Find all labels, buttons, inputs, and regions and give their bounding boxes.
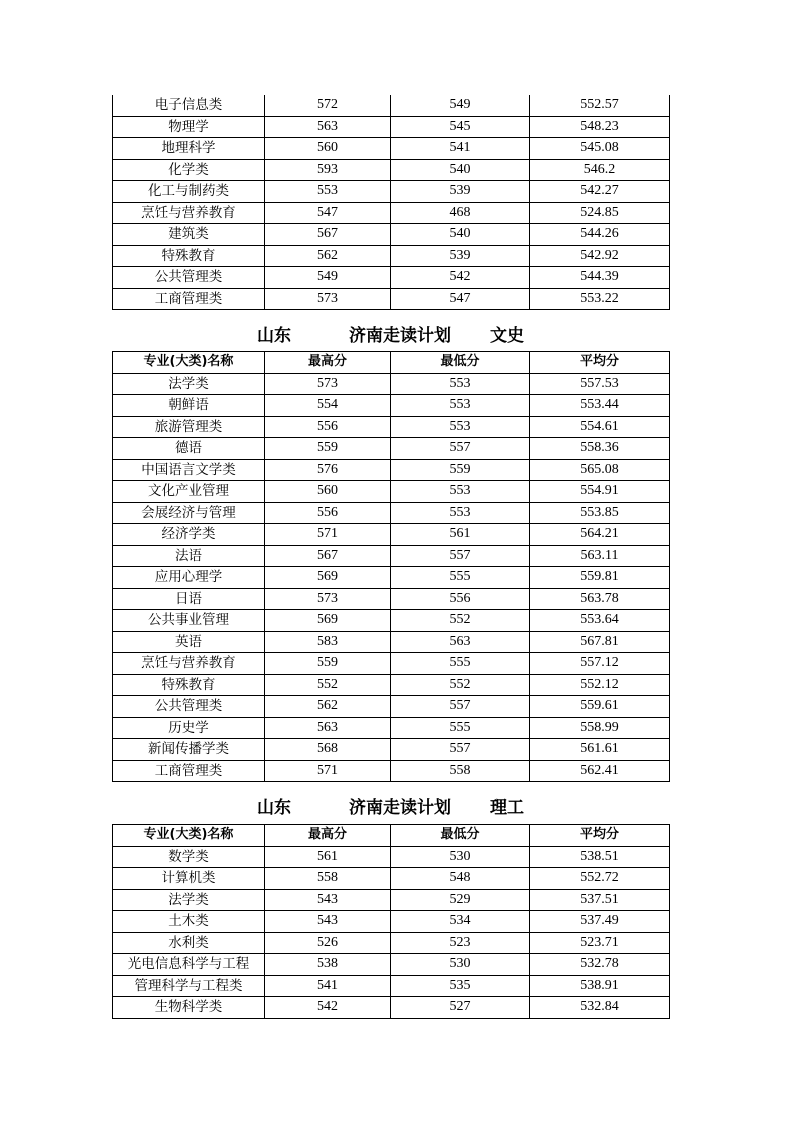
min-score-cell: 539: [391, 245, 530, 267]
avg-score-cell: 553.64: [530, 610, 670, 632]
major-cell: 特殊教育: [113, 245, 265, 267]
major-cell: 法学类: [113, 889, 265, 911]
avg-score-cell: 553.85: [530, 502, 670, 524]
max-score-cell: 559: [265, 438, 391, 460]
min-score-cell: 539: [391, 181, 530, 203]
avg-score-cell: 561.61: [530, 739, 670, 761]
min-score-cell: 468: [391, 202, 530, 224]
min-score-cell: 553: [391, 502, 530, 524]
min-score-cell: 558: [391, 760, 530, 782]
max-score-cell: 543: [265, 911, 391, 933]
max-score-cell: 567: [265, 224, 391, 246]
major-cell: 新闻传播学类: [113, 739, 265, 761]
min-score-cell: 555: [391, 717, 530, 739]
max-score-cell: 547: [265, 202, 391, 224]
avg-score-cell: 537.51: [530, 889, 670, 911]
avg-score-cell: 548.23: [530, 116, 670, 138]
avg-score-cell: 567.81: [530, 631, 670, 653]
min-score-cell: 559: [391, 459, 530, 481]
header-major: 专业(大类)名称: [113, 352, 265, 374]
major-cell: 电子信息类: [113, 95, 265, 116]
header-major: 专业(大类)名称: [113, 825, 265, 847]
avg-score-cell: 558.36: [530, 438, 670, 460]
min-score-cell: 549: [391, 95, 530, 116]
avg-score-cell: 552.57: [530, 95, 670, 116]
major-cell: 公共事业管理: [113, 610, 265, 632]
score-table-continued: [112, 95, 670, 310]
max-score-cell: 541: [265, 975, 391, 997]
max-score-cell: 543: [265, 889, 391, 911]
avg-score-cell: 554.91: [530, 481, 670, 503]
max-score-cell: 549: [265, 267, 391, 289]
min-score-cell: 541: [391, 138, 530, 160]
major-cell: 光电信息科学与工程: [113, 954, 265, 976]
avg-score-cell: 552.12: [530, 674, 670, 696]
avg-score-cell: 552.72: [530, 868, 670, 890]
min-score-cell: 545: [391, 116, 530, 138]
avg-score-cell: 562.41: [530, 760, 670, 782]
province-label: 山东: [257, 326, 291, 346]
min-score-cell: 553: [391, 373, 530, 395]
major-cell: 法语: [113, 545, 265, 567]
table-row: [113, 588, 670, 610]
section-title-wenshi: [112, 321, 669, 345]
min-score-cell: 553: [391, 481, 530, 503]
min-score-cell: 563: [391, 631, 530, 653]
major-cell: 生物科学类: [113, 997, 265, 1019]
major-cell: 公共管理类: [113, 267, 265, 289]
table-row: [113, 288, 670, 310]
header-min: 最低分: [391, 825, 530, 847]
table-row: [113, 954, 670, 976]
avg-score-cell: 563.78: [530, 588, 670, 610]
major-cell: 经济学类: [113, 524, 265, 546]
table-row: [113, 631, 670, 653]
min-score-cell: 553: [391, 416, 530, 438]
min-score-cell: 557: [391, 438, 530, 460]
table-row: [113, 717, 670, 739]
max-score-cell: 556: [265, 502, 391, 524]
table-row: [113, 245, 670, 267]
table-row: [113, 416, 670, 438]
max-score-cell: 569: [265, 610, 391, 632]
avg-score-cell: 553.44: [530, 395, 670, 417]
avg-score-cell: 523.71: [530, 932, 670, 954]
table-row: [113, 567, 670, 589]
min-score-cell: 535: [391, 975, 530, 997]
min-score-cell: 553: [391, 395, 530, 417]
max-score-cell: 558: [265, 868, 391, 890]
table-row: [113, 373, 670, 395]
max-score-cell: 563: [265, 116, 391, 138]
avg-score-cell: 538.51: [530, 846, 670, 868]
min-score-cell: 548: [391, 868, 530, 890]
min-score-cell: 552: [391, 610, 530, 632]
major-cell: 土木类: [113, 911, 265, 933]
score-table-ligong: [112, 824, 670, 1019]
avg-score-cell: 564.21: [530, 524, 670, 546]
max-score-cell: 569: [265, 567, 391, 589]
avg-score-cell: 546.2: [530, 159, 670, 181]
header-min: 最低分: [391, 352, 530, 374]
min-score-cell: 561: [391, 524, 530, 546]
table-row: [113, 224, 670, 246]
major-cell: 会展经济与管理: [113, 502, 265, 524]
major-cell: 日语: [113, 588, 265, 610]
max-score-cell: 593: [265, 159, 391, 181]
max-score-cell: 559: [265, 653, 391, 675]
min-score-cell: 530: [391, 846, 530, 868]
major-cell: 化工与制药类: [113, 181, 265, 203]
avg-score-cell: 557.53: [530, 373, 670, 395]
table-row: [113, 997, 670, 1019]
table-row: [113, 889, 670, 911]
max-score-cell: 556: [265, 416, 391, 438]
major-cell: 物理学: [113, 116, 265, 138]
avg-score-cell: 542.92: [530, 245, 670, 267]
min-score-cell: 540: [391, 159, 530, 181]
max-score-cell: 552: [265, 674, 391, 696]
min-score-cell: 555: [391, 653, 530, 675]
table-row: [113, 459, 670, 481]
table-row: [113, 202, 670, 224]
min-score-cell: 529: [391, 889, 530, 911]
table-header-row: [113, 352, 670, 374]
max-score-cell: 573: [265, 288, 391, 310]
min-score-cell: 530: [391, 954, 530, 976]
major-cell: 计算机类: [113, 868, 265, 890]
min-score-cell: 557: [391, 545, 530, 567]
max-score-cell: 576: [265, 459, 391, 481]
min-score-cell: 556: [391, 588, 530, 610]
max-score-cell: 572: [265, 95, 391, 116]
major-cell: 地理科学: [113, 138, 265, 160]
major-cell: 德语: [113, 438, 265, 460]
table-row: [113, 610, 670, 632]
max-score-cell: 538: [265, 954, 391, 976]
major-cell: 数学类: [113, 846, 265, 868]
max-score-cell: 573: [265, 588, 391, 610]
avg-score-cell: 557.12: [530, 653, 670, 675]
avg-score-cell: 532.78: [530, 954, 670, 976]
max-score-cell: 553: [265, 181, 391, 203]
major-cell: 烹饪与营养教育: [113, 202, 265, 224]
table-row: [113, 846, 670, 868]
min-score-cell: 555: [391, 567, 530, 589]
table-row: [113, 739, 670, 761]
major-cell: 英语: [113, 631, 265, 653]
max-score-cell: 561: [265, 846, 391, 868]
category-label: 理工: [490, 798, 524, 818]
plan-label: 济南走读计划: [349, 326, 451, 346]
table-row: [113, 696, 670, 718]
max-score-cell: 562: [265, 696, 391, 718]
max-score-cell: 560: [265, 481, 391, 503]
table-row: [113, 267, 670, 289]
major-cell: 化学类: [113, 159, 265, 181]
major-cell: 建筑类: [113, 224, 265, 246]
table-row: [113, 481, 670, 503]
max-score-cell: 560: [265, 138, 391, 160]
min-score-cell: 527: [391, 997, 530, 1019]
max-score-cell: 571: [265, 760, 391, 782]
table-row: [113, 545, 670, 567]
min-score-cell: 542: [391, 267, 530, 289]
table-row: [113, 159, 670, 181]
min-score-cell: 557: [391, 739, 530, 761]
avg-score-cell: 553.22: [530, 288, 670, 310]
max-score-cell: 583: [265, 631, 391, 653]
max-score-cell: 568: [265, 739, 391, 761]
max-score-cell: 573: [265, 373, 391, 395]
major-cell: 法学类: [113, 373, 265, 395]
province-label: 山东: [257, 798, 291, 818]
avg-score-cell: 559.61: [530, 696, 670, 718]
min-score-cell: 557: [391, 696, 530, 718]
major-cell: 烹饪与营养教育: [113, 653, 265, 675]
category-label: 文史: [490, 326, 524, 346]
avg-score-cell: 554.61: [530, 416, 670, 438]
avg-score-cell: 545.08: [530, 138, 670, 160]
table-row: [113, 181, 670, 203]
table-row: [113, 868, 670, 890]
major-cell: 水利类: [113, 932, 265, 954]
table-row: [113, 760, 670, 782]
table-row: [113, 911, 670, 933]
avg-score-cell: 537.49: [530, 911, 670, 933]
table-row: [113, 524, 670, 546]
major-cell: 工商管理类: [113, 760, 265, 782]
major-cell: 旅游管理类: [113, 416, 265, 438]
header-max: 最高分: [265, 825, 391, 847]
major-cell: 中国语言文学类: [113, 459, 265, 481]
avg-score-cell: 544.26: [530, 224, 670, 246]
major-cell: 朝鲜语: [113, 395, 265, 417]
avg-score-cell: 542.27: [530, 181, 670, 203]
avg-score-cell: 559.81: [530, 567, 670, 589]
table-row: [113, 116, 670, 138]
table-row: [113, 438, 670, 460]
avg-score-cell: 524.85: [530, 202, 670, 224]
min-score-cell: 547: [391, 288, 530, 310]
max-score-cell: 554: [265, 395, 391, 417]
max-score-cell: 562: [265, 245, 391, 267]
table-row: [113, 674, 670, 696]
major-cell: 应用心理学: [113, 567, 265, 589]
avg-score-cell: 563.11: [530, 545, 670, 567]
min-score-cell: 540: [391, 224, 530, 246]
avg-score-cell: 532.84: [530, 997, 670, 1019]
table-row: [113, 653, 670, 675]
header-avg: 平均分: [530, 825, 670, 847]
avg-score-cell: 565.08: [530, 459, 670, 481]
table-row: [113, 395, 670, 417]
avg-score-cell: 538.91: [530, 975, 670, 997]
min-score-cell: 523: [391, 932, 530, 954]
min-score-cell: 534: [391, 911, 530, 933]
avg-score-cell: 544.39: [530, 267, 670, 289]
plan-label: 济南走读计划: [349, 798, 451, 818]
header-avg: 平均分: [530, 352, 670, 374]
major-cell: 文化产业管理: [113, 481, 265, 503]
max-score-cell: 563: [265, 717, 391, 739]
avg-score-cell: 558.99: [530, 717, 670, 739]
score-table-wenshi: [112, 351, 670, 782]
table-row: [113, 95, 670, 116]
major-cell: 历史学: [113, 717, 265, 739]
major-cell: 特殊教育: [113, 674, 265, 696]
major-cell: 公共管理类: [113, 696, 265, 718]
max-score-cell: 567: [265, 545, 391, 567]
table-row: [113, 932, 670, 954]
major-cell: 工商管理类: [113, 288, 265, 310]
table-row: [113, 138, 670, 160]
table-header-row: [113, 825, 670, 847]
section-title-ligong: [112, 793, 669, 817]
max-score-cell: 542: [265, 997, 391, 1019]
table-row: [113, 975, 670, 997]
major-cell: 管理科学与工程类: [113, 975, 265, 997]
max-score-cell: 571: [265, 524, 391, 546]
header-max: 最高分: [265, 352, 391, 374]
table-row: [113, 502, 670, 524]
min-score-cell: 552: [391, 674, 530, 696]
max-score-cell: 526: [265, 932, 391, 954]
